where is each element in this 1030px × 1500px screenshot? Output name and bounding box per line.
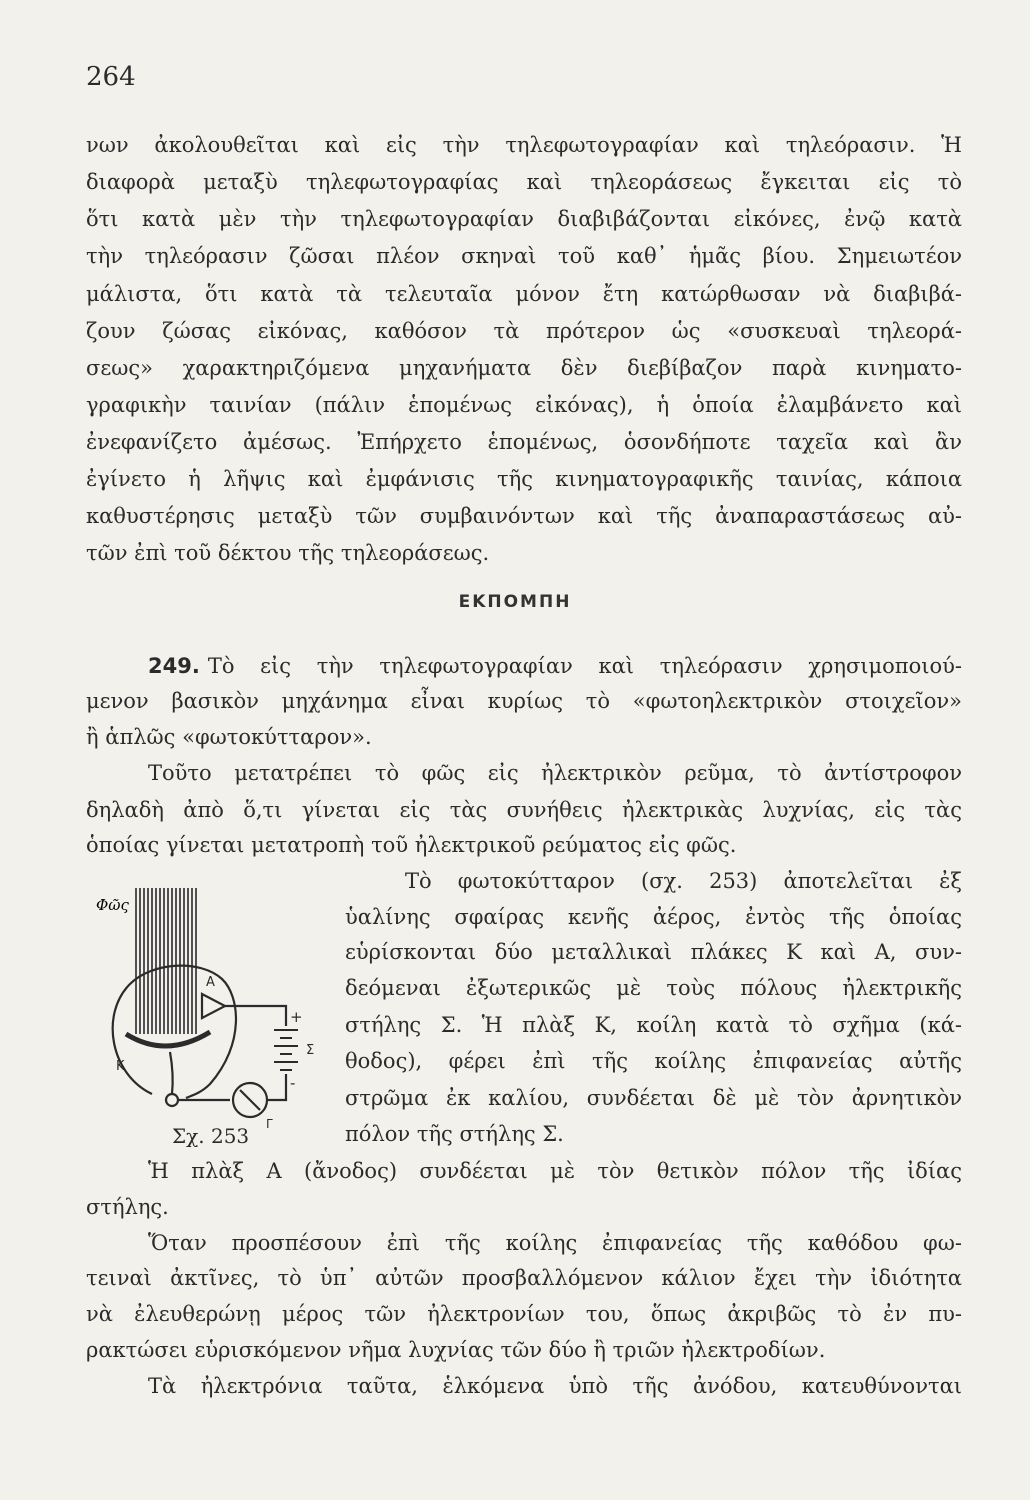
text-line: δεόμεναι ἐξωτερικῶς μὲ τοὺς πόλους ἠλεκτρικῆς — [345, 976, 962, 1000]
cathode-lead — [170, 1052, 173, 1094]
text-line: σεως» χαρακτηριζόμενα μηχανήματα δὲν διεβίβαζον παρὰ κινηματο- — [86, 356, 962, 380]
text-line: μάλιστα, ὅτι κατὰ τὰ τελευταῖα μόνον ἔτη κατώρθωσαν νὰ διαβιβά- — [86, 282, 962, 306]
text-line: τειναὶ ἀκτῖνες, τὸ ὑπ᾽ αὐτῶν προσβαλλόμενον κάλιον ἔχει τὴν ἰδιότητα — [86, 1266, 962, 1290]
text-line: θοδος), φέρει ἐπὶ τῆς κοίλης ἐπιφανείας αὐτῆς — [345, 1049, 962, 1073]
text-line: εὑρίσκονται δύο μεταλλικαὶ πλάκες Κ καὶ Α, συν- — [345, 940, 962, 964]
section-number: 249. — [148, 654, 200, 678]
text-line: ρακτώσει εὑρισκόμενον νῆμα λυχνίας τῶν δύο ἢ τριῶν ἠλεκτροδίων. — [86, 1338, 826, 1362]
text-line: ἐνεφανίζετο ἀμέσως. Ἐπήρχετο ἑπομένως, ὁσονδήποτε ταχεῖα καὶ ἂν — [86, 430, 962, 454]
text-line-content: Τὸ εἰς τὴν τηλεφωτογραφίαν καὶ τηλεόρασιν χρησιμοποιού- — [207, 654, 962, 678]
plus-label: + — [290, 1008, 303, 1026]
terminal-bottom — [166, 1094, 178, 1106]
anode-plate — [202, 994, 225, 1018]
text-line: μενον βασικὸν μηχάνημα εἶναι κυρίως τὸ «φωτοηλεκτρικὸν στοιχεῖον» — [86, 689, 962, 713]
text-line: διαφορὰ μεταξὺ τηλεφωτογραφίας καὶ τηλεοράσεως ἔγκειται εἰς τὸ — [86, 170, 962, 194]
text-line: Τὸ φωτοκύτταρον (σχ. 253) ἀποτελεῖται ἐξ — [405, 869, 962, 893]
text-line: πόλον τῆς στήλης Σ. — [345, 1122, 564, 1146]
meter-label: Γ — [266, 1117, 273, 1131]
light-label: Φῶς — [96, 896, 129, 914]
light-rays — [136, 888, 196, 1034]
anode-label: A — [206, 975, 215, 990]
text-line: γραφικὴν ταινίαν (πάλιν ἑπομένως εἰκόνας), ἡ ὁποία ἐλαμβάνετο καὶ — [86, 393, 962, 417]
text-line: δηλαδὴ ἀπὸ ὅ,τι γίνεται εἰς τὰς συνήθεις ἠλεκτρικὰς λυχνίας, εἰς τὰς — [86, 798, 962, 822]
text-line: ἐγίνετο ἡ λῆψις καὶ ἐμφάνισις τῆς κινηματογραφικῆς ταινίας, κάποια — [86, 467, 962, 491]
text-line: τὴν τηλεόρασιν ζῶσαι πλέον σκηναὶ τοῦ καθ᾽ ἡμᾶς βίου. Σημειωτέον — [86, 244, 962, 268]
text-line: Τοῦτο μετατρέπει τὸ φῶς εἰς ἠλεκτρικὸν ρεῦμα, τὸ ἀντίστροφον — [148, 761, 962, 785]
text-line: Ὅταν προσπέσουν ἐπὶ τῆς κοίλης ἐπιφανείας τῆς καθόδου φω- — [148, 1231, 962, 1255]
section-heading: ΕΚΠΟΜΠΗ — [458, 592, 572, 612]
text-line: Τὰ ἠλεκτρόνια ταῦτα, ἑλκόμενα ὑπὸ τῆς ἀνόδου, κατευθύνονται — [148, 1374, 962, 1398]
text-line: ὅτι κατὰ μὲν τὴν τηλεφωτογραφίαν διαβιβάζονται εἰκόνες, ἐνῷ κατὰ — [86, 207, 962, 231]
page-number: 264 — [86, 62, 136, 92]
text-line: ἢ ἁπλῶς «φωτοκύτταρον». — [86, 725, 372, 749]
minus-label: - — [290, 1074, 296, 1092]
text-line: στρῶμα ἐκ καλίου, συνδέεται δὲ μὲ τὸν ἀρνητικὸν — [345, 1086, 962, 1110]
galvanometer-needle — [240, 1090, 260, 1110]
text-line: ὑαλίνης σφαίρας κενῆς ἀέρος, ἐντὸς τῆς ὁποίας — [345, 905, 962, 929]
cathode-plate — [126, 1032, 210, 1046]
cathode-label: K — [116, 1059, 125, 1074]
text-line: νὰ ἐλευθερώνῃ μέρος τῶν ἠλεκτρονίων του, ὅπως ἀκριβῶς τὸ ἐν πυ- — [86, 1302, 962, 1326]
text-line: τῶν ἐπὶ τοῦ δέκτου τῆς τηλεοράσεως. — [86, 541, 490, 565]
battery-label: Σ — [306, 1043, 315, 1058]
text-line: νων ἀκολουθεῖται καὶ εἰς τὴν τηλεφωτογραφίαν καὶ τηλεόρασιν. Ἡ — [86, 133, 962, 157]
photocell-diagram — [90, 884, 330, 1144]
glass-bulb — [113, 966, 236, 1098]
text-line: ζουν ζώσας εἰκόνας, καθόσον τὰ πρότερον ὡς «συσκευαὶ τηλεορά- — [86, 319, 962, 343]
text-line: στήλης. — [86, 1195, 169, 1219]
wire-anode — [225, 1006, 286, 1026]
text-line: καθυστέρησις μεταξὺ τῶν συμβαινόντων καὶ τῆς ἀναπαραστάσεως αὐ- — [86, 504, 962, 528]
text-line: στήλης Σ. Ἡ πλὰξ Κ, κοίλη κατὰ τὸ σχῆμα (κά- — [345, 1013, 962, 1037]
battery — [274, 1030, 298, 1070]
wire-meter-right — [267, 1092, 286, 1100]
figure-caption: Σχ. 253 — [172, 1124, 250, 1148]
text-line: Ἡ πλὰξ Α (ἄνοδος) συνδέεται μὲ τὸν θετικὸν πόλον τῆς ἰδίας — [148, 1159, 962, 1183]
text-line: ὁποίας γίνεται μετατροπὴ τοῦ ἠλεκτρικοῦ ρεύματος εἰς φῶς. — [86, 833, 737, 857]
text-line — [148, 651, 962, 681]
